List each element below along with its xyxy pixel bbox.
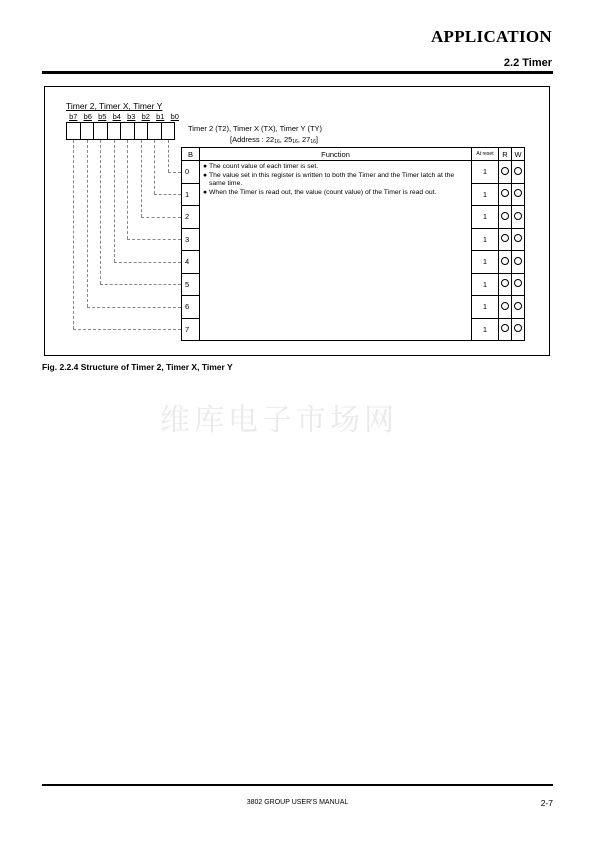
- function-item: ● The count value of each timer is set.: [203, 163, 319, 170]
- write-circle-icon: [512, 206, 525, 229]
- bit-cell: [93, 122, 108, 140]
- figure-caption: Fig. 2.2.4 Structure of Timer 2, Timer X, Timer Y: [42, 362, 233, 372]
- bit-label: b7: [69, 112, 78, 121]
- section-title: APPLICATION: [430, 27, 552, 46]
- bit-cells: [66, 122, 174, 140]
- bit-number: 5: [182, 273, 200, 296]
- leader-line-horizontal: [168, 172, 181, 173]
- leader-line-horizontal: [127, 239, 181, 240]
- bit-label: b2: [141, 112, 150, 121]
- write-circle-icon: [512, 296, 525, 319]
- bit-cell: [134, 122, 149, 140]
- bit-cell: [80, 122, 95, 140]
- bullet-icon: ●: [203, 163, 208, 170]
- reset-value: 1: [472, 296, 499, 319]
- bit-number: 1: [182, 183, 200, 206]
- bullet-icon: ●: [203, 188, 208, 196]
- write-circle-icon: [512, 251, 525, 274]
- bullet-icon: ●: [203, 171, 208, 179]
- leader-line-vertical: [73, 140, 74, 329]
- read-circle-icon: [499, 228, 512, 251]
- header-function: Function: [200, 148, 472, 161]
- leader-line-vertical: [114, 140, 115, 262]
- write-circle-icon: [512, 183, 525, 206]
- bit-number: 3: [182, 228, 200, 251]
- read-circle-icon: [499, 318, 512, 341]
- header-at-reset: At reset: [472, 148, 499, 161]
- reset-value: 1: [472, 273, 499, 296]
- header-read: R: [499, 148, 512, 161]
- read-circle-icon: [499, 273, 512, 296]
- bit-label: b0: [170, 112, 179, 121]
- reset-value: 1: [472, 251, 499, 274]
- bit-label: b4: [112, 112, 121, 121]
- leader-line-horizontal: [87, 307, 181, 308]
- register-address: [Address : $22_{16}$, $25_{16}$, $27_{16}$]: [230, 135, 319, 145]
- write-circle-icon: [512, 228, 525, 251]
- leader-line-horizontal: [154, 194, 181, 195]
- page-number: 2-7: [540, 798, 553, 808]
- function-item: ● When the Timer is read out, the value (count value) of the Timer is read out.: [203, 188, 437, 196]
- bit-cell: [107, 122, 122, 140]
- reset-value: 1: [472, 161, 499, 184]
- function-description: [200, 161, 472, 341]
- function-item: ● The value set in this register is written to both the Timer and the Timer latch at the same time.: [203, 171, 455, 187]
- write-circle-icon: [512, 318, 525, 341]
- read-circle-icon: [499, 206, 512, 229]
- read-circle-icon: [499, 251, 512, 274]
- leader-line-horizontal: [114, 262, 181, 263]
- write-circle-icon: [512, 161, 525, 184]
- bit-function-table: [181, 147, 525, 341]
- register-description: Timer 2 (T2), Timer X (TX), Timer Y (TY): [188, 124, 323, 133]
- reset-value: 1: [472, 206, 499, 229]
- read-circle-icon: [499, 161, 512, 184]
- table-header-row: [182, 148, 525, 161]
- bit-number: 7: [182, 318, 200, 341]
- reset-value: 1: [472, 228, 499, 251]
- bit-cell: [66, 122, 81, 140]
- table-row: [182, 161, 525, 184]
- bit-label: b5: [98, 112, 107, 121]
- bit-number: 4: [182, 251, 200, 274]
- leader-line-vertical: [100, 140, 101, 284]
- leader-line-vertical: [127, 140, 128, 239]
- write-circle-icon: [512, 273, 525, 296]
- header-bit: B: [182, 148, 200, 161]
- header-rule: [42, 71, 553, 74]
- reset-value: 1: [472, 318, 499, 341]
- leader-line-horizontal: [141, 217, 181, 218]
- watermark: 维库电子市场网: [160, 403, 398, 438]
- bit-label: b1: [156, 112, 165, 121]
- read-circle-icon: [499, 183, 512, 206]
- bit-labels: [66, 112, 182, 121]
- bit-cell: [147, 122, 162, 140]
- footer-rule: [42, 784, 553, 786]
- leader-line-horizontal: [100, 284, 181, 285]
- leader-line-horizontal: [73, 329, 181, 330]
- bit-cell: [161, 122, 176, 140]
- bit-number: 0: [182, 161, 200, 184]
- bit-number: 6: [182, 296, 200, 319]
- subsection-title: 2.2 Timer: [503, 57, 552, 69]
- register-name: Timer 2, Timer X, Timer Y: [66, 101, 163, 111]
- leader-line-vertical: [168, 140, 169, 172]
- manual-title: 3802 GROUP USER'S MANUAL: [246, 799, 349, 806]
- bit-number: 2: [182, 206, 200, 229]
- header-write: W: [512, 148, 525, 161]
- leader-line-vertical: [154, 140, 155, 194]
- bit-cell: [120, 122, 135, 140]
- leader-line-vertical: [141, 140, 142, 217]
- reset-value: 1: [472, 183, 499, 206]
- read-circle-icon: [499, 296, 512, 319]
- leader-line-vertical: [87, 140, 88, 307]
- bit-label: b3: [127, 112, 136, 121]
- bit-label: b6: [83, 112, 92, 121]
